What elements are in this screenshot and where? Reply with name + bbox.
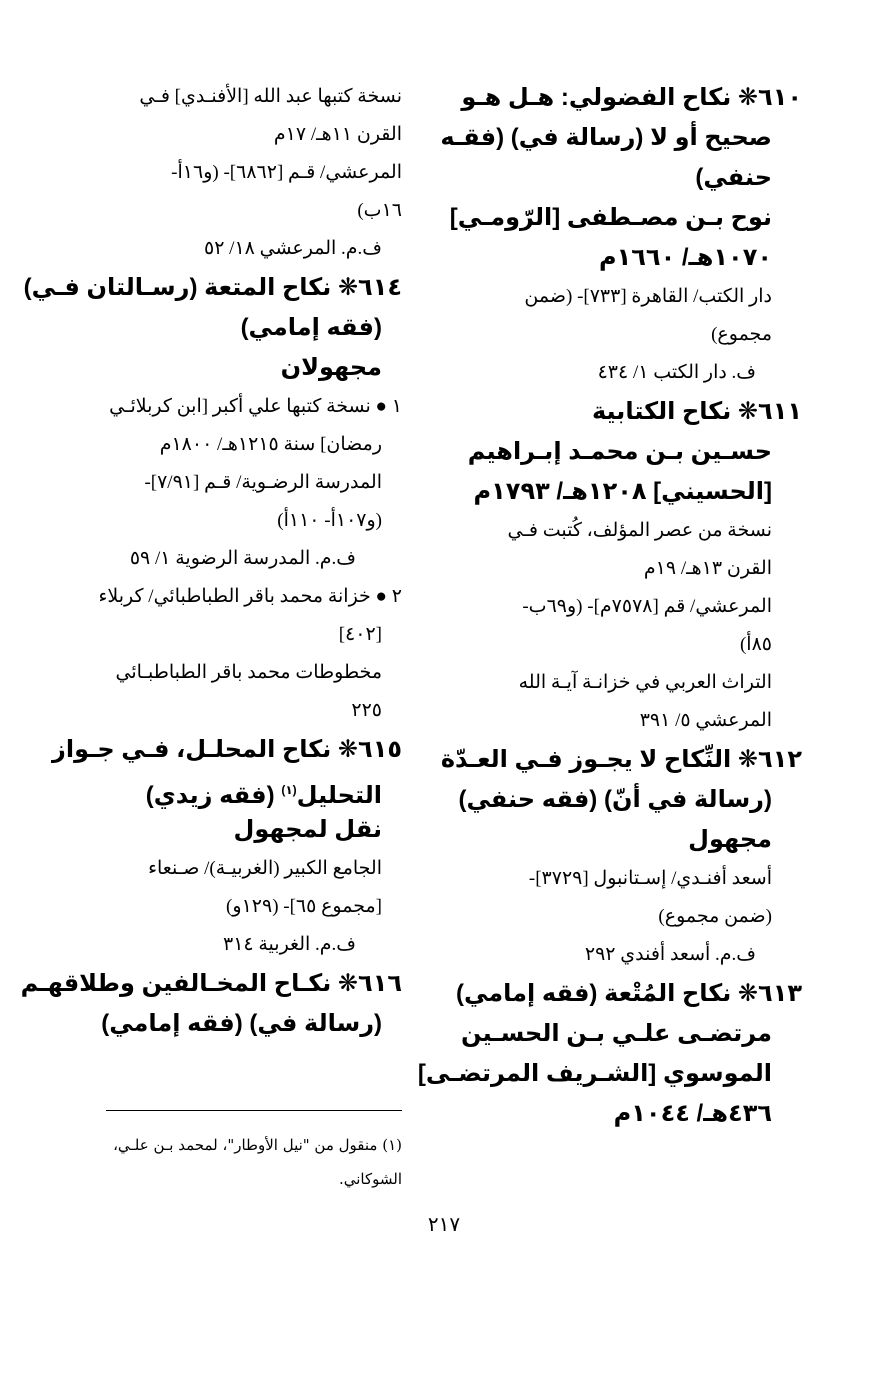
- line-text: ١٠٧٠هـ/ ١٦٦٠م: [599, 244, 772, 271]
- line-text: صحيح أو لا (رسالة في) (فقـه: [440, 124, 772, 151]
- line-text: ١٦ب): [357, 200, 402, 221]
- line-text: التحليل: [296, 782, 382, 809]
- line-text: ٦١٢❋ النِّكاح لا يجـوز فـي العـدّة: [440, 746, 802, 773]
- line-text: التراث العربي في خزانـة آيـة الله: [518, 672, 772, 693]
- line-text: [٤٠٢]: [338, 624, 382, 645]
- footnote-marker: (١): [281, 783, 297, 797]
- line-text: أسعد أفنـدي/ إسـتانبول [٣٧٢٩]-: [528, 868, 772, 889]
- page-number: ٢١٧: [427, 1214, 461, 1236]
- entry-heading-line: [417, 1054, 802, 1094]
- line-text: مرتضـى علـي بـن الحسـين: [461, 1020, 772, 1047]
- line-text: ف.م. المدرسة الرضوية ١/ ٥٩: [129, 548, 356, 569]
- line-text: ١ ● نسخة كتبها علي أكبر [ابن كربلائـي: [109, 396, 402, 417]
- line-text: ف.م. أسعد أفندي ٢٩٢: [584, 944, 756, 965]
- line-text: مجموع): [711, 324, 772, 345]
- line-text: ٦١٦❋ نكـاح المخـالفين وطلاقهـم: [20, 970, 402, 997]
- entry-heading-line: [23, 268, 402, 308]
- text-line: [68, 230, 402, 268]
- line-text: دار الكتب/ القاهرة [٧٣٣]- (ضمن: [524, 286, 772, 307]
- line-text: (رسالة في أنّ) (فقه حنفي): [458, 786, 772, 813]
- line-text: ٦١٣❋ نكاح المُتْعة (فقه إمامي): [455, 980, 802, 1007]
- line-text: مخطوطات محمد باقر الطباطبـائي: [115, 662, 382, 683]
- line-text: ٢ ● خزانة محمد باقر الطباطبائي/ كربلاء: [98, 586, 402, 607]
- line-text: [مجموع ٦٥]- (١٢٩و): [226, 896, 382, 917]
- text-line: [68, 426, 402, 464]
- text-line: [466, 626, 802, 664]
- line-text: ف.م. المرعشي ١٨/ ٥٢: [204, 238, 382, 259]
- line-text: القرن ١٣هـ/ ١٩م: [643, 558, 772, 579]
- text-line: [68, 464, 402, 502]
- entry-heading-line: [466, 158, 802, 198]
- line-text: المدرسة الرضـوية/ قـم [٧/٩١]-: [144, 472, 382, 493]
- text-line: [68, 502, 402, 540]
- text-line: [68, 540, 402, 578]
- entry-heading-line: [52, 730, 402, 770]
- entry-heading-line: [68, 1004, 402, 1044]
- text-line: [466, 316, 802, 354]
- text-line: [466, 860, 802, 898]
- text-line: [466, 702, 802, 740]
- left-column: [20, 78, 402, 1044]
- line-text: ٦١١❋ نكاح الكتابية: [591, 398, 802, 425]
- text-line: [68, 578, 402, 616]
- line-text: (ضمن مجموع): [658, 906, 772, 927]
- text-line: [68, 692, 402, 730]
- entry-heading-line: [461, 78, 802, 118]
- footnote: [68, 1128, 402, 1196]
- entry-heading-line: [458, 780, 802, 820]
- entry-heading-line: [466, 238, 802, 278]
- entry-heading-line: [68, 770, 402, 810]
- line-text: [الحسيني] ١٢٠٨هـ/ ١٧٩٣م: [473, 478, 772, 505]
- line-text: نقل لمجهول: [233, 816, 382, 843]
- text-line: [466, 354, 802, 392]
- entry-heading-line: [440, 740, 802, 780]
- entry-heading-line: [455, 974, 802, 1014]
- entry-heading-line: [449, 198, 802, 238]
- line-text: ٦١٤❋ نكاح المتعة (رسـالتان فـي): [23, 274, 402, 301]
- text-line: [466, 664, 802, 702]
- text-line: [466, 512, 802, 550]
- text-line: [466, 550, 802, 588]
- text-line: [466, 898, 802, 936]
- text-line: [68, 192, 402, 230]
- text-line: [466, 278, 802, 316]
- line-text: ٢٢٥: [351, 700, 382, 721]
- line-text: المرعشي ٥/ ٣٩١: [639, 710, 772, 731]
- text-line: [68, 116, 402, 154]
- entry-heading-line: [466, 392, 802, 432]
- line-text: ف.م. الغربية ٣١٤: [222, 934, 356, 955]
- text-line: [68, 154, 402, 192]
- line-text: المرعشي/ قـم [٦٨٦٢]- (و١٦أ-: [171, 162, 402, 183]
- footnote-line-2: الشوكاني.: [338, 1170, 402, 1188]
- line-text: (رسالة في) (فقه إمامي): [101, 1010, 382, 1037]
- line-text: ٦١٥❋ نكاح المحلـل، فـي جـواز: [52, 736, 402, 763]
- text-line: [68, 888, 402, 926]
- line-text: (و١٠٧أ- ١١٠أ): [277, 510, 382, 531]
- entry-heading-line: [68, 348, 402, 388]
- text-line: [68, 654, 402, 692]
- entry-heading-line: [68, 810, 402, 850]
- text-line: [68, 926, 402, 964]
- line-text: ٨٥أ): [739, 634, 772, 655]
- footnote-separator: [106, 1110, 402, 1111]
- line-text: حنفي): [695, 164, 772, 191]
- right-column: [417, 78, 802, 1134]
- line-text: مجهولان: [280, 354, 382, 381]
- line-text: (فقه إمامي): [240, 314, 382, 341]
- line-text: نسخة كتبها عبد الله [الأفنـدي] فـي: [139, 86, 402, 107]
- text-line: [68, 850, 402, 888]
- line-text: حسـين بـن محمـد إبـراهيم: [467, 438, 772, 465]
- line-text: القرن ١١هـ/ ١٧م: [273, 124, 402, 145]
- entry-heading-line: [466, 472, 802, 512]
- text-line: [68, 78, 402, 116]
- entry-heading-line: [466, 432, 802, 472]
- text-line: [466, 936, 802, 974]
- footnote-line-1: (١) منقول من "نيل الأوطار"، لمحمد بـن علـي،: [113, 1136, 402, 1154]
- line-text-continued: (فقه زيدي): [145, 782, 282, 809]
- text-line: [68, 616, 402, 654]
- line-text: ٦١٠❋ نكاح الفضولي: هـل هـو: [461, 84, 802, 111]
- text-line: [68, 388, 402, 426]
- entry-heading-line: [20, 964, 402, 1004]
- line-text: المرعشي/ قم [٧٥٧٨م]- (و٦٩ب-: [522, 596, 772, 617]
- entry-heading-line: [461, 1014, 802, 1054]
- line-text: ٤٣٦هـ/ ١٠٤٤م: [613, 1100, 772, 1127]
- line-text: الجامع الكبير (الغربيـة)/ صـنعاء: [148, 858, 382, 879]
- line-text: الموسوي [الشـريف المرتضـى]: [417, 1060, 772, 1087]
- line-text: نوح بـن مصـطفى [الرّومـي]: [449, 204, 772, 231]
- text-line: [466, 588, 802, 626]
- entry-heading-line: [466, 1094, 802, 1134]
- entry-heading-line: [68, 308, 402, 348]
- line-text: رمضان] سنة ١٢١٥هـ/ ١٨٠٠م: [159, 434, 382, 455]
- line-text: ف. دار الكتب ١/ ٤٣٤: [597, 362, 756, 383]
- line-text: مجهول: [688, 826, 772, 853]
- entry-heading-line: [466, 820, 802, 860]
- entry-heading-line: [440, 118, 802, 158]
- line-text: نسخة من عصر المؤلف، كُتبت فـي: [507, 520, 772, 541]
